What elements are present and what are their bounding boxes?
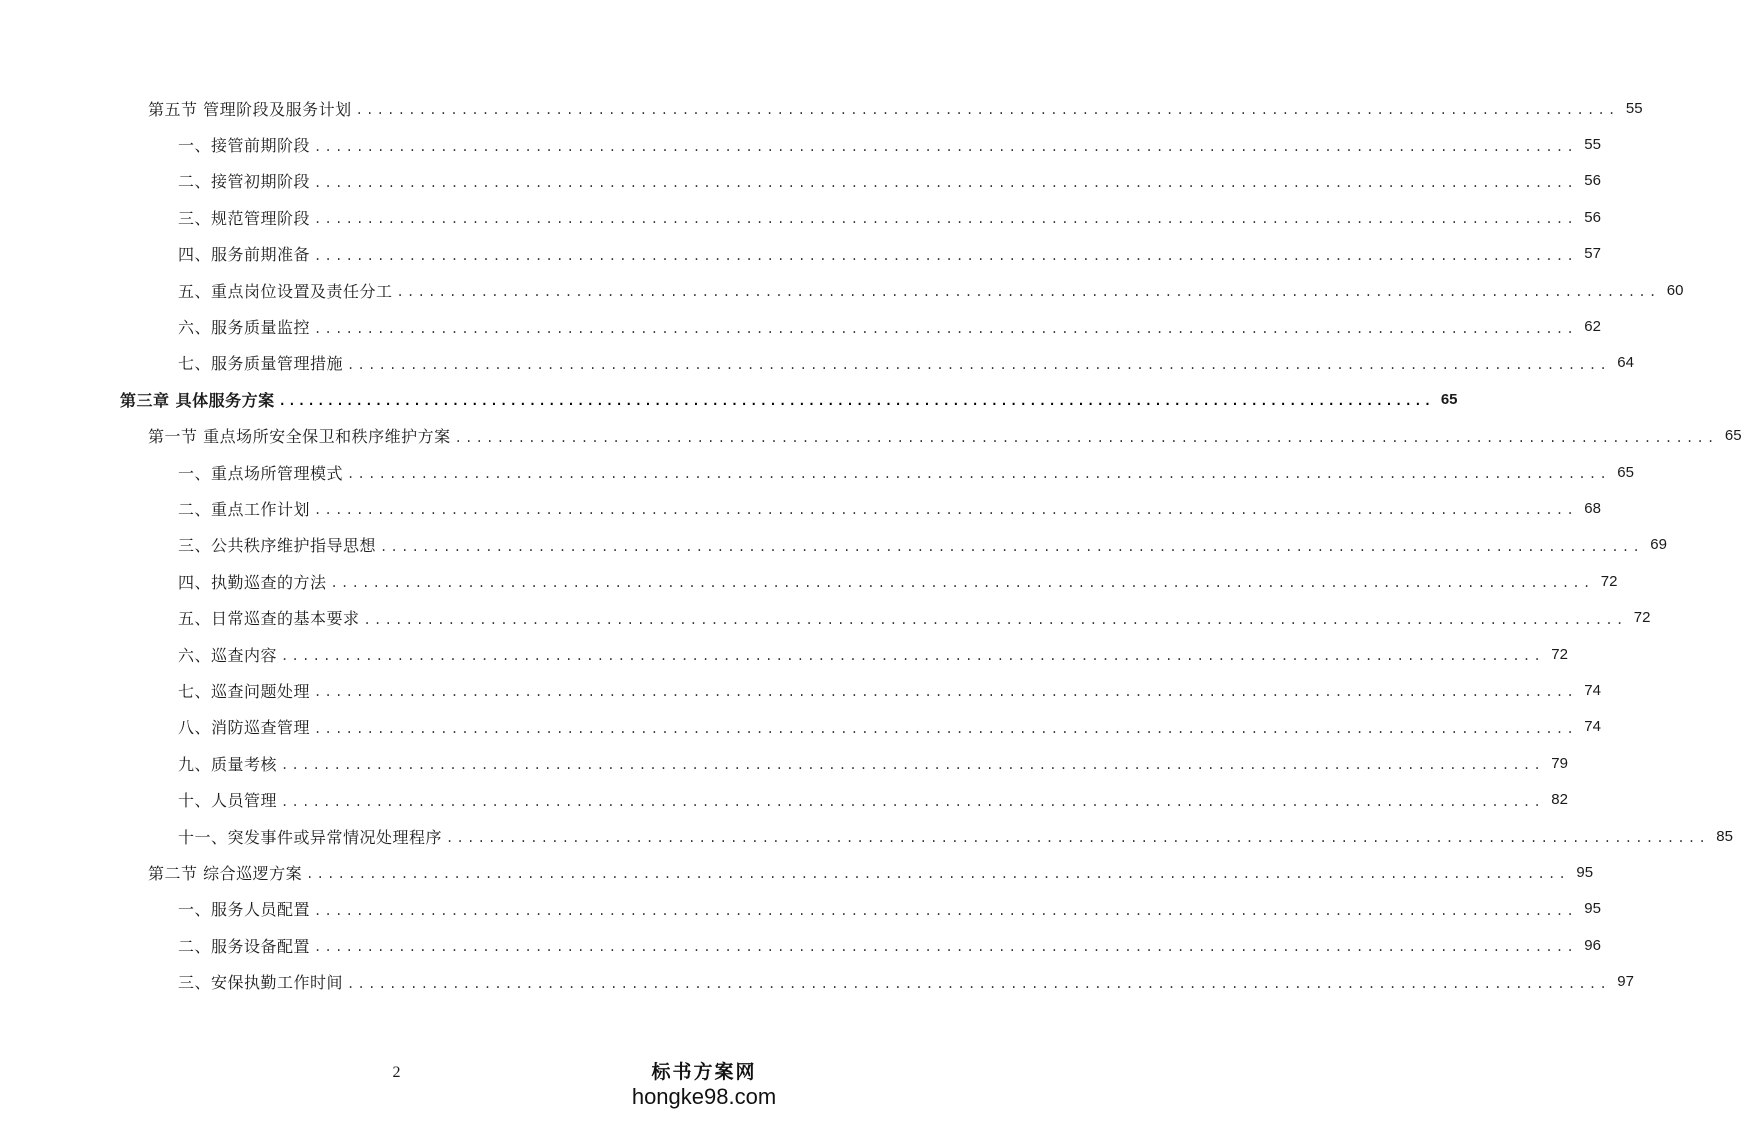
toc-entry-item[interactable] bbox=[0, 126, 1601, 162]
toc-entry-page-number: 96 bbox=[1584, 936, 1601, 954]
table-of-contents bbox=[0, 90, 1742, 1000]
watermark-chinese-text: 标书方案网 bbox=[651, 1061, 757, 1083]
toc-entry-item[interactable] bbox=[0, 272, 1684, 308]
toc-dot-leader: ........................................................................................................................ bbox=[314, 721, 1577, 736]
toc-dot-leader: ........................................................................................................................ bbox=[314, 685, 1577, 700]
toc-entry-title: 三、公共秩序维护指导思想 bbox=[178, 536, 377, 556]
toc-dot-leader: ........................................................................................................................ bbox=[396, 285, 1660, 300]
toc-dot-leader: ........................................................................................................................ bbox=[314, 321, 1577, 336]
toc-entry-page-number: 55 bbox=[1584, 136, 1601, 154]
toc-entry-page-number: 62 bbox=[1584, 318, 1601, 336]
toc-entry-item[interactable] bbox=[0, 818, 1733, 854]
toc-entry-title: 十一、突发事件或异常情况处理程序 bbox=[178, 827, 443, 847]
toc-entry-title: 第三章 具体服务方案 bbox=[120, 390, 275, 410]
toc-entry-section[interactable] bbox=[0, 854, 1594, 890]
toc-entry-title: 一、服务人员配置 bbox=[178, 900, 311, 920]
toc-entry-title: 四、执勤巡查的方法 bbox=[178, 572, 327, 592]
toc-entry-page-number: 85 bbox=[1716, 827, 1733, 845]
toc-entry-title: 二、重点工作计划 bbox=[178, 499, 311, 519]
toc-entry-title: 六、服务质量监控 bbox=[178, 318, 311, 338]
toc-entry-title: 三、安保执勤工作时间 bbox=[178, 973, 344, 993]
toc-dot-leader: ........................................................................................................................ bbox=[314, 139, 1577, 154]
toc-entry-item[interactable] bbox=[0, 527, 1667, 563]
toc-dot-leader: ........................................................................................................................ bbox=[347, 467, 1610, 482]
toc-entry-section[interactable] bbox=[0, 418, 1742, 454]
toc-entry-item[interactable] bbox=[0, 599, 1651, 635]
toc-entry-page-number: 68 bbox=[1584, 499, 1601, 517]
toc-entry-page-number: 95 bbox=[1576, 863, 1594, 881]
toc-entry-item[interactable] bbox=[0, 563, 1618, 599]
toc-entry-page-number: 72 bbox=[1633, 609, 1651, 627]
toc-entry-page-number: 74 bbox=[1584, 718, 1601, 736]
toc-dot-leader: ........................................................................................................................ bbox=[314, 940, 1577, 955]
toc-entry-page-number: 74 bbox=[1584, 681, 1601, 699]
toc-entry-title: 三、规范管理阶段 bbox=[178, 208, 311, 228]
toc-entry-page-number: 79 bbox=[1551, 754, 1568, 772]
toc-entry-title: 一、接管前期阶段 bbox=[178, 136, 311, 156]
toc-entry-item[interactable] bbox=[0, 490, 1601, 526]
toc-dot-leader: ........................................................................................................................ bbox=[306, 867, 1570, 882]
toc-entry-item[interactable] bbox=[0, 709, 1601, 745]
toc-entry-page-number: 65 bbox=[1617, 463, 1634, 481]
toc-entry-item[interactable] bbox=[0, 781, 1568, 817]
toc-entry-title: 二、接管初期阶段 bbox=[178, 172, 311, 192]
watermark-url-text: hongke98.com bbox=[631, 1084, 777, 1109]
toc-dot-leader: ........................................................................................................................ bbox=[330, 576, 1594, 591]
toc-entry-title: 四、服务前期准备 bbox=[178, 245, 311, 265]
toc-dot-leader: ........................................................................................................................ bbox=[278, 394, 1434, 409]
toc-entry-page-number: 72 bbox=[1551, 645, 1568, 663]
toc-entry-title: 五、日常巡查的基本要求 bbox=[178, 609, 360, 629]
toc-dot-leader: ........................................................................................................................ bbox=[281, 794, 1544, 809]
toc-entry-page-number: 95 bbox=[1584, 900, 1601, 918]
toc-dot-leader: ........................................................................................................................ bbox=[281, 649, 1544, 664]
toc-entry-title: 一、重点场所管理模式 bbox=[178, 463, 344, 483]
toc-entry-item[interactable] bbox=[0, 345, 1634, 381]
toc-entry-title: 七、服务质量管理措施 bbox=[178, 354, 344, 374]
toc-entry-page-number: 82 bbox=[1551, 791, 1568, 809]
toc-entry-section[interactable] bbox=[0, 90, 1643, 126]
toc-entry-item[interactable] bbox=[0, 236, 1601, 272]
toc-entry-page-number: 65 bbox=[1440, 390, 1458, 408]
toc-entry-item[interactable] bbox=[0, 672, 1601, 708]
toc-entry-title: 六、巡查内容 bbox=[178, 645, 278, 665]
toc-entry-page-number: 72 bbox=[1600, 572, 1618, 590]
toc-entry-title: 五、重点岗位设置及责任分工 bbox=[178, 281, 393, 301]
toc-dot-leader: ........................................................................................................................ bbox=[454, 430, 1718, 445]
toc-entry-item[interactable] bbox=[0, 891, 1601, 927]
toc-entry-page-number: 64 bbox=[1617, 354, 1634, 372]
toc-dot-leader: ........................................................................................................................ bbox=[314, 212, 1577, 227]
toc-entry-item[interactable] bbox=[0, 745, 1568, 781]
toc-dot-leader: ........................................................................................................................ bbox=[314, 503, 1577, 518]
toc-entry-item[interactable] bbox=[0, 199, 1601, 235]
toc-entry-page-number: 60 bbox=[1666, 281, 1684, 299]
toc-entry-page-number: 97 bbox=[1617, 973, 1634, 991]
toc-entry-item[interactable] bbox=[0, 636, 1568, 672]
toc-dot-leader: ........................................................................................................................ bbox=[314, 248, 1577, 263]
toc-entry-item[interactable] bbox=[0, 308, 1601, 344]
toc-entry-title: 第一节 重点场所安全保卫和秩序维护方案 bbox=[148, 427, 451, 447]
toc-entry-page-number: 55 bbox=[1625, 99, 1643, 117]
toc-dot-leader: ........................................................................................................................ bbox=[446, 831, 1709, 845]
toc-dot-leader: ........................................................................................................................ bbox=[363, 612, 1627, 627]
toc-dot-leader: ........................................................................................................................ bbox=[281, 758, 1544, 773]
toc-entry-title: 二、服务设备配置 bbox=[178, 936, 311, 956]
toc-dot-leader: ........................................................................................................................ bbox=[380, 539, 1643, 554]
toc-entry-page-number: 57 bbox=[1584, 245, 1601, 263]
toc-entry-title: 第二节 综合巡逻方案 bbox=[148, 863, 303, 883]
toc-entry-item[interactable] bbox=[0, 927, 1601, 963]
toc-dot-leader: ........................................................................................................................ bbox=[355, 103, 1619, 118]
toc-entry-title: 八、消防巡查管理 bbox=[178, 718, 311, 738]
page-number: 2 bbox=[392, 1064, 401, 1081]
toc-entry-title: 十、人员管理 bbox=[178, 791, 278, 811]
toc-entry-title: 九、质量考核 bbox=[178, 754, 278, 774]
toc-dot-leader: ........................................................................................................................ bbox=[347, 357, 1610, 372]
toc-entry-item[interactable] bbox=[0, 454, 1634, 490]
toc-entry-item[interactable] bbox=[0, 963, 1634, 999]
toc-entry-chapter[interactable] bbox=[0, 381, 1458, 417]
toc-entry-page-number: 56 bbox=[1584, 172, 1601, 190]
toc-dot-leader: ........................................................................................................................ bbox=[314, 903, 1577, 918]
toc-dot-leader: ........................................................................................................................ bbox=[347, 976, 1610, 991]
toc-entry-item[interactable] bbox=[0, 163, 1601, 199]
toc-entry-title: 第五节 管理阶段及服务计划 bbox=[148, 99, 352, 119]
toc-entry-title: 七、巡查问题处理 bbox=[178, 681, 311, 701]
watermark-logo bbox=[629, 1060, 779, 1110]
toc-entry-page-number: 56 bbox=[1584, 208, 1601, 226]
toc-entry-page-number: 65 bbox=[1724, 427, 1742, 445]
toc-dot-leader: ........................................................................................................................ bbox=[314, 175, 1577, 190]
toc-entry-page-number: 69 bbox=[1650, 536, 1667, 554]
